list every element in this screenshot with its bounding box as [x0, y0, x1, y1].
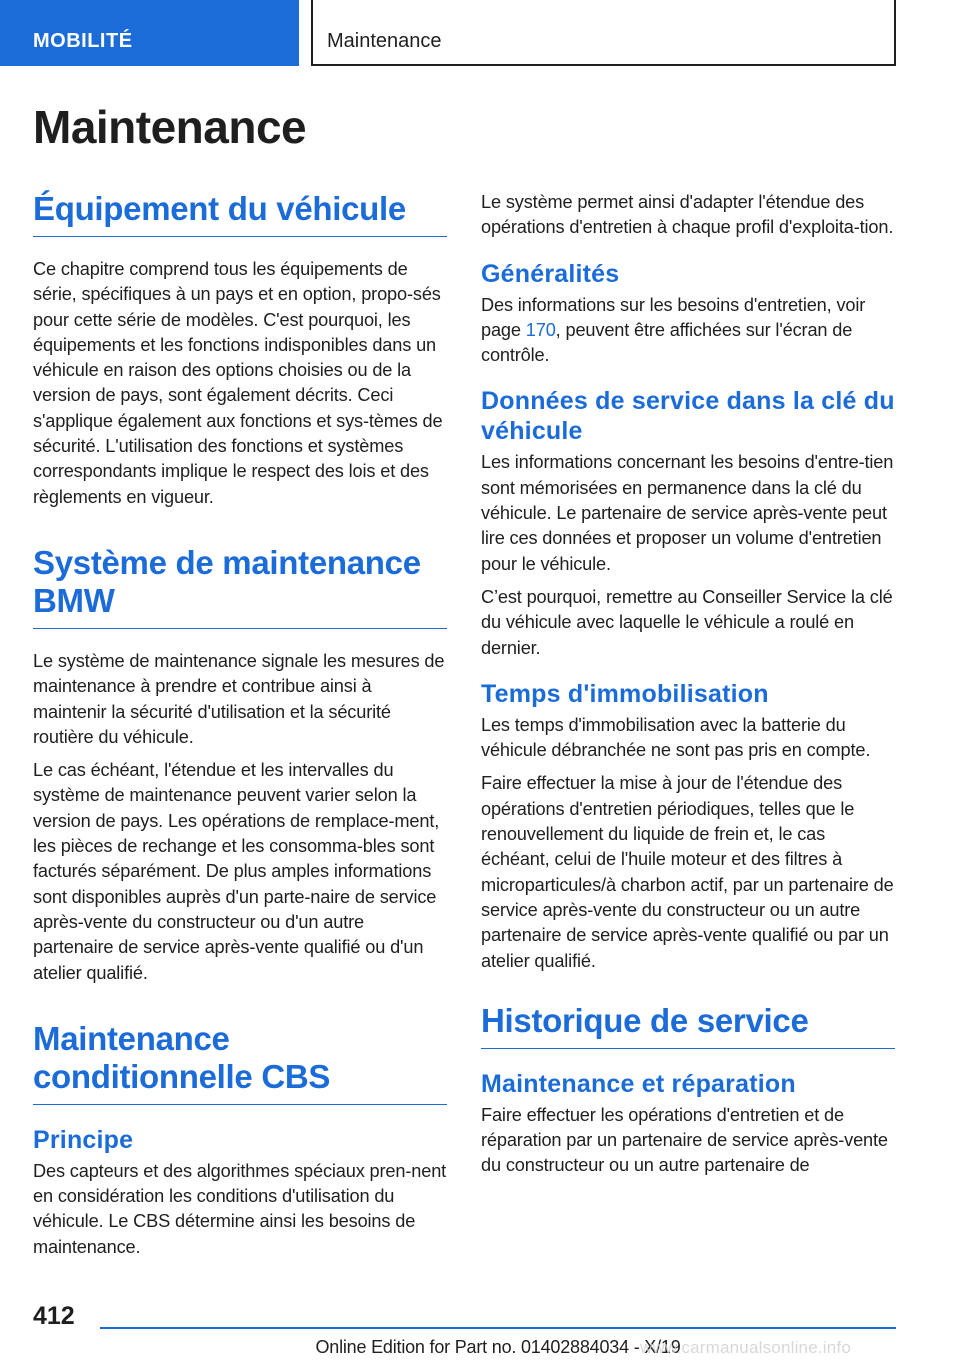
paragraph-systeme-2: Le cas échéant, l'étendue et les intervalles du système de maintenance peuvent varier selon la version de pays. Les opérations de remplace-ment, les pièces de rechange et les consomma-bles sont facturés séparément. De plus amples informations sont disponibles auprès d'un parte-naire de service après-vente du constructeur ou d'un autre partenaire de service après-vente qualifié ou d'un atelier qualifié.: [33, 760, 440, 983]
page-link-170[interactable]: 170: [525, 319, 556, 340]
footer-edition-text: Online Edition for Part no. 01402884034 - X/19: [315, 1337, 681, 1357]
subheading-maintenance-reparation: Maintenance et réparation: [481, 1069, 796, 1098]
text-generalites-before: Des informations sur les besoins d'entretien, voir page: [481, 294, 866, 340]
left-column: [33, 190, 447, 1268]
heading-systeme-maintenance: Système de maintenance BMW: [33, 544, 447, 629]
heading-historique-service: Historique de service: [481, 1002, 895, 1049]
paragraph-maintenance-reparation: Faire effectuer les opérations d'entretien et de réparation par un partenaire de service après-vente du constructeur ou un autre partenaire de: [481, 1104, 888, 1176]
right-column: [481, 190, 895, 1187]
subheading-temps-immobilisation: Temps d'immobilisation: [481, 679, 769, 708]
text-generalites-after: , peuvent être affichées sur l'écran de contrôle.: [481, 319, 853, 366]
heading-maintenance-cbs: Maintenance conditionnelle CBS: [33, 1020, 447, 1105]
subheading-donnees-service: Données de service dans la clé du véhicule: [481, 387, 895, 446]
paragraph-donnees-2: C’est pourquoi, remettre au Conseiller Service la clé du véhicule avec laquelle le véhicule a roulé en dernier.: [481, 586, 893, 658]
paragraph-intro: Le système permet ainsi d'adapter l'étendue des opérations d'entretien à chaque profil d'exploita-tion.: [481, 192, 894, 238]
paragraph-temps-1: Les temps d'immobilisation avec la batterie du véhicule débranchée ne sont pas pris en compte.: [481, 714, 871, 761]
subheading-principe: Principe: [33, 1125, 134, 1154]
footer-divider: [100, 1327, 896, 1329]
paragraph-generalites: [481, 293, 895, 369]
watermark-text: www.carmanualsonline.info: [640, 1338, 851, 1357]
paragraph-equipement: Ce chapitre comprend tous les équipements de série, spécifiques à un pays et en option, propo-sés pour cette série de modèles. C'est pourquoi, les équipements et les fonctions indisponibles dans un véhicule en raison des options choisies ou de la version de pays, sont également décrits. Ceci s'applique également aux fonctions et sys-tèmes de sécurité. L'utilisation des fonctions et systèmes correspondants implique le respect des lois et des règlements en vigueur.: [33, 259, 443, 507]
subheading-generalites: Généralités: [481, 259, 620, 288]
paragraph-donnees-1: Les informations concernant les besoins d'entre-tien sont mémorisées en permanence dans la clé du véhicule. Le partenaire de service après-vente peut lire ces données et proposer un volume d'entretien pour le véhicule.: [481, 452, 894, 574]
heading-equipement-vehicule: Équipement du véhicule: [33, 190, 447, 237]
paragraph-systeme-1: Le système de maintenance signale les mesures de maintenance à prendre et contribue ainsi à maintenir la sécurité d'utilisation et la sécurité routière du véhicule.: [33, 650, 445, 747]
page-title: Maintenance: [33, 101, 307, 153]
paragraph-principe: Des capteurs et des algorithmes spéciaux pren-nent en considération les conditions d'utilisation du véhicule. Le CBS détermine ainsi les besoins de maintenance.: [33, 1160, 447, 1257]
chapter-tab: Maintenance: [311, 0, 896, 66]
section-tab: MOBILITÉ: [0, 0, 299, 66]
page-number: 412: [33, 1302, 75, 1330]
paragraph-temps-2: Faire effectuer la mise à jour de l'étendue des opérations d'entretien périodiques, telles que le renouvellement du liquide de frein et, le cas échéant, celui de l'huile moteur et des filtres à microparticules/à charbon actif, par un partenaire de service après-vente du constructeur ou un autre partenaire de service après-vente qualifié ou par un atelier qualifié.: [481, 773, 894, 971]
